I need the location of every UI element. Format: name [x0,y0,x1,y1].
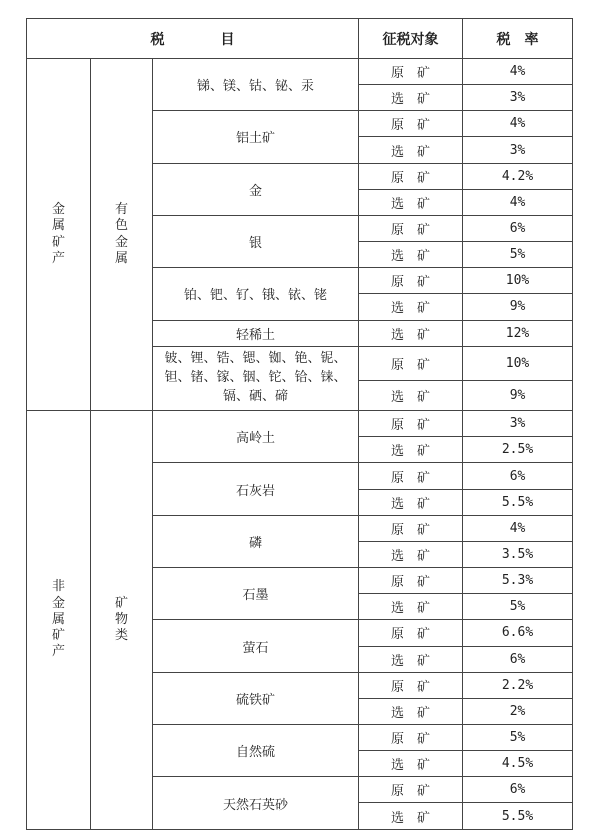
tax-object-cell: 原 矿 [359,515,463,541]
mineral-name-cell: 银 [153,215,359,267]
tax-rate-cell: 10% [463,346,573,380]
resource-tax-table [26,18,573,830]
tax-rate-cell: 6% [463,646,573,672]
mineral-name-cell: 高岭土 [153,411,359,463]
tax-rate-cell: 5.5% [463,803,573,830]
tax-rate-cell: 6% [463,777,573,803]
tax-rate-cell: 3% [463,411,573,437]
tax-object-cell: 选 矿 [359,541,463,567]
tax-object-cell: 选 矿 [359,242,463,268]
tax-object-cell: 原 矿 [359,568,463,594]
tax-object-cell: 原 矿 [359,620,463,646]
tax-rate-cell: 4% [463,59,573,85]
tax-object-cell: 原 矿 [359,672,463,698]
subcategory-cell [91,411,153,830]
tax-object-cell: 选 矿 [359,646,463,672]
tax-object-cell: 选 矿 [359,751,463,777]
tax-object-cell: 原 矿 [359,215,463,241]
mineral-name-cell: 轻稀土 [153,320,359,346]
tax-object-cell: 选 矿 [359,137,463,163]
tax-rate-cell: 2.5% [463,437,573,463]
mineral-name-cell: 铂、钯、钌、锇、铱、铑 [153,268,359,320]
tax-object-cell: 选 矿 [359,85,463,111]
table-row [27,59,573,85]
tax-rate-cell: 12% [463,320,573,346]
tax-rate-cell: 2.2% [463,672,573,698]
tax-rate-cell: 4.5% [463,751,573,777]
mineral-name-cell: 磷 [153,515,359,567]
header-item: 税 目 [27,19,359,59]
tax-rate-cell: 6.6% [463,620,573,646]
category-label: 非金属矿产 [51,579,65,660]
tax-object-cell: 选 矿 [359,489,463,515]
category-label: 金属矿产 [51,202,65,266]
mineral-name-cell: 自然硫 [153,725,359,777]
header-rate: 税 率 [463,19,573,59]
tax-object-cell: 原 矿 [359,59,463,85]
mineral-name-cell: 石墨 [153,568,359,620]
tax-object-cell: 原 矿 [359,163,463,189]
tax-rate-cell: 5.3% [463,568,573,594]
mineral-name-cell: 铝土矿 [153,111,359,163]
tax-object-cell: 选 矿 [359,698,463,724]
tax-rate-cell: 4% [463,515,573,541]
mineral-name-cell: 天然石英砂 [153,777,359,830]
mineral-name-cell: 金 [153,163,359,215]
tax-rate-cell: 3% [463,85,573,111]
tax-rate-cell: 4% [463,111,573,137]
tax-rate-cell: 9% [463,380,573,410]
tax-rate-cell: 5% [463,594,573,620]
mineral-name-cell: 铍、锂、锆、锶、铷、铯、铌、钽、锗、镓、铟、铊、铪、铼、镉、硒、碲 [153,346,359,410]
tax-rate-cell: 5% [463,242,573,268]
tax-object-cell: 原 矿 [359,111,463,137]
subcategory-label: 有色金属 [114,202,128,266]
mineral-name-cell: 硫铁矿 [153,672,359,724]
header-row [27,19,573,59]
category-cell [27,411,91,830]
tax-rate-cell: 5.5% [463,489,573,515]
tax-rate-cell: 4.2% [463,163,573,189]
tax-rate-cell: 3% [463,137,573,163]
mineral-name-cell: 石灰岩 [153,463,359,515]
tax-rate-cell: 4% [463,189,573,215]
table-row [27,411,573,437]
mineral-name-cell: 萤石 [153,620,359,672]
subcategory-label: 矿物类 [114,595,128,644]
tax-object-cell: 选 矿 [359,594,463,620]
subcategory-cell [91,59,153,411]
tax-rate-cell: 9% [463,294,573,320]
tax-rate-cell: 6% [463,215,573,241]
table-body [27,59,573,830]
tax-object-cell: 选 矿 [359,437,463,463]
tax-object-cell: 原 矿 [359,463,463,489]
header-object: 征税对象 [359,19,463,59]
tax-rate-cell: 2% [463,698,573,724]
tax-rate-cell: 10% [463,268,573,294]
tax-object-cell: 原 矿 [359,411,463,437]
tax-rate-cell: 3.5% [463,541,573,567]
tax-rate-cell: 6% [463,463,573,489]
tax-object-cell: 选 矿 [359,320,463,346]
tax-object-cell: 选 矿 [359,380,463,410]
tax-object-cell: 原 矿 [359,346,463,380]
tax-object-cell: 选 矿 [359,803,463,830]
tax-object-cell: 原 矿 [359,725,463,751]
tax-object-cell: 原 矿 [359,268,463,294]
mineral-name-cell: 锑、镁、钴、铋、汞 [153,59,359,111]
category-cell [27,59,91,411]
tax-object-cell: 选 矿 [359,189,463,215]
tax-object-cell: 原 矿 [359,777,463,803]
tax-object-cell: 选 矿 [359,294,463,320]
tax-rate-cell: 5% [463,725,573,751]
